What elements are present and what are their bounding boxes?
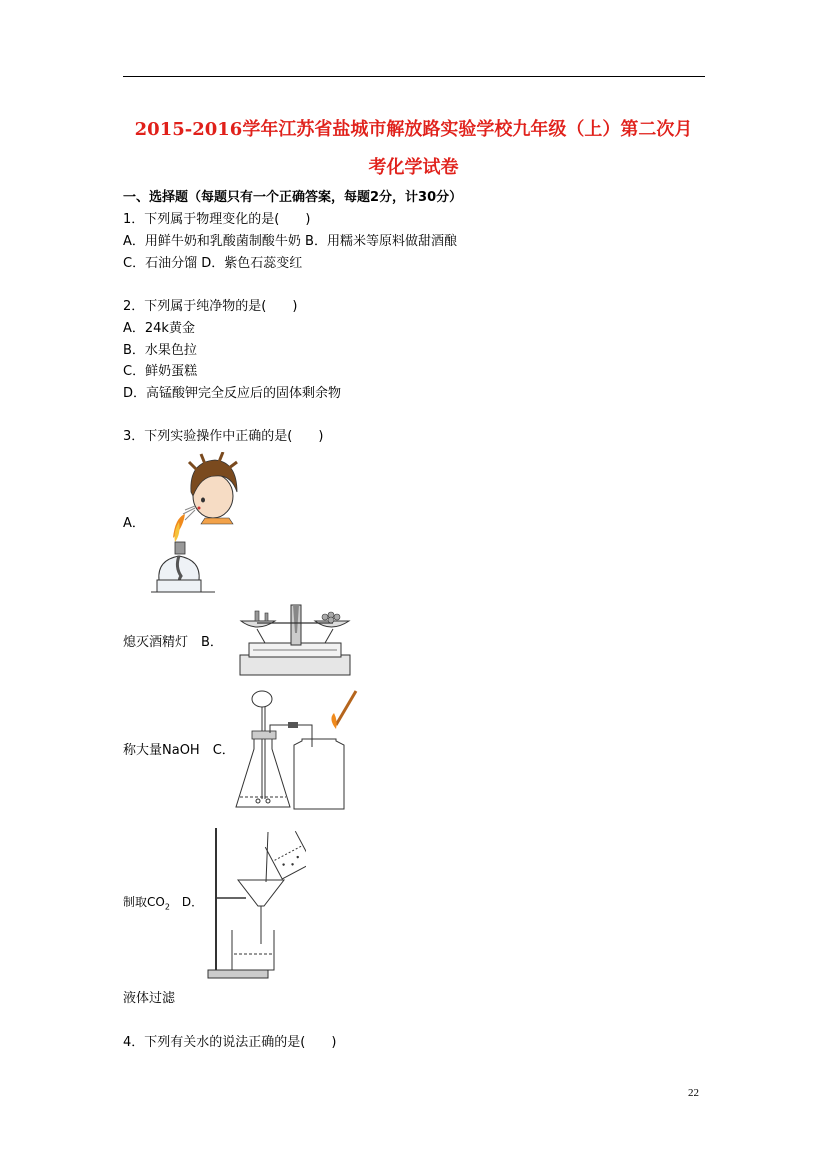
q3-option-d-prefix: 制取CO bbox=[123, 895, 165, 909]
q1-options-cd: C．石油分馏 D．紫色石蕊变红 bbox=[123, 256, 303, 271]
q3-option-d-subscript: 2 bbox=[164, 902, 170, 912]
q2-option-a: A．24k黄金 bbox=[123, 321, 195, 336]
q3-stem: 3．下列实验操作中正确的是( ) bbox=[123, 429, 324, 444]
co2-generation-apparatus-figure bbox=[232, 689, 358, 813]
page-title-line1: 2015-2016学年江苏省盐城市解放路实验学校九年级（上）第二次月 bbox=[134, 119, 693, 140]
blowing-alcohol-lamp-figure bbox=[145, 452, 240, 598]
q3-option-d-suffix: D． bbox=[169, 895, 204, 909]
q2-option-c: C．鲜奶蛋糕 bbox=[123, 364, 198, 379]
q4-stem: 4．下列有关水的说法正确的是( ) bbox=[123, 1035, 337, 1050]
q2-option-b: B．水果色拉 bbox=[123, 343, 197, 358]
q1-stem: 1．下列属于物理变化的是( ) bbox=[123, 212, 311, 227]
q3-option-d-label bbox=[123, 894, 203, 915]
filtration-figure bbox=[206, 822, 306, 980]
q3-option-d-caption: 液体过滤 bbox=[123, 991, 176, 1006]
q3-option-a-label: A． bbox=[123, 516, 145, 531]
header-rule bbox=[123, 76, 705, 77]
q2-option-d: D．高锰酸钾完全反应后的固体剩余物 bbox=[123, 386, 342, 401]
page-title-line2: 考化学试卷 bbox=[368, 157, 459, 178]
q2-stem: 2．下列属于纯净物的是( ) bbox=[123, 299, 298, 314]
q3-option-b-label: 熄灭酒精灯 B． bbox=[123, 635, 223, 650]
q3-option-c-label: 称大量NaOH C． bbox=[123, 743, 235, 758]
balance-scale-figure bbox=[237, 603, 354, 679]
q1-options-ab: A．用鲜牛奶和乳酸菌制酸牛奶 B．用糯米等原料做甜酒酿 bbox=[123, 234, 457, 249]
page-number: 22 bbox=[688, 1087, 699, 1099]
section-heading: 一、选择题（每题只有一个正确答案，每题2分，计30分） bbox=[123, 190, 463, 205]
